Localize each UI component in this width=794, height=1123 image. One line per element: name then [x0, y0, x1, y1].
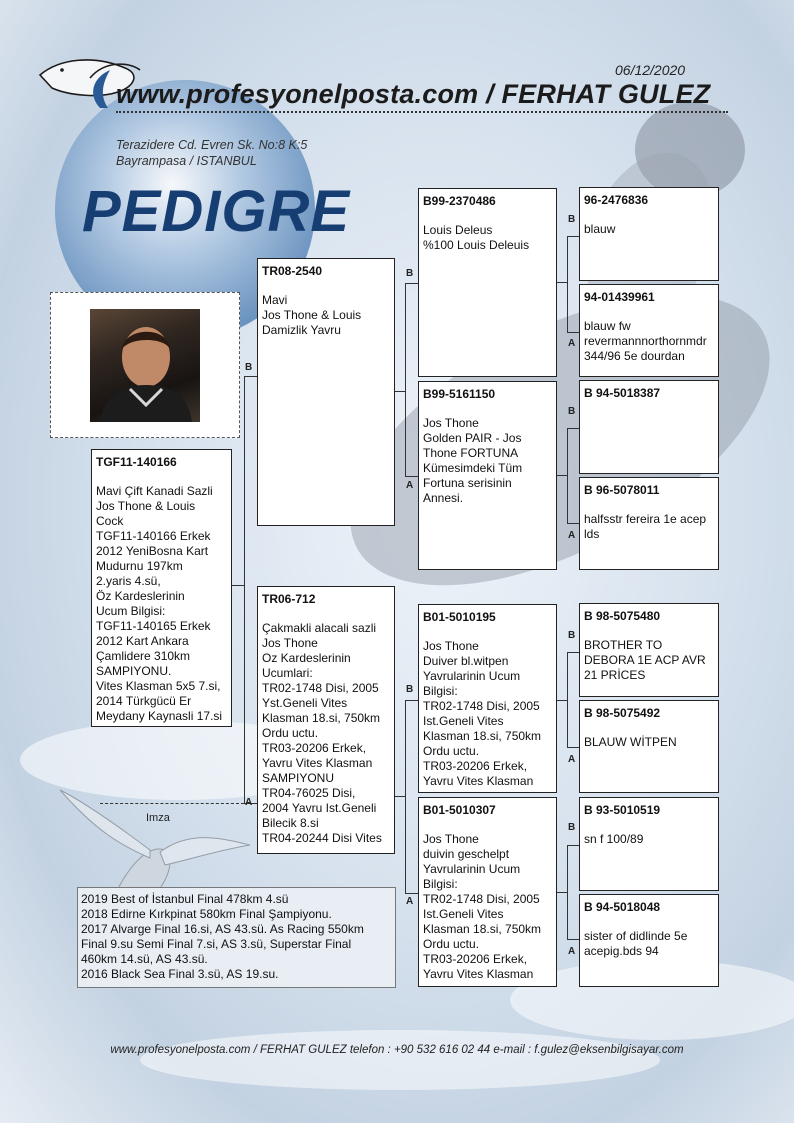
pigeon-description: Mavi Çift Kanadi Sazli Jos Thone & Louis Cock TGF11-140166 Erkek 2012 YeniBosna Kart Mudurnu 197km 2.yaris 4.sü, Öz Kardeslerinin Ucum Bilgisi: TGF11-140165 Erkek 2012 Kart Ankara Çamlidere 310km SAMPIYONU. Vites Klasman 5x5 7.si, 2014 Türkgücü Er Meydany Kaynasli 17.si	[96, 484, 223, 723]
dam-label: A	[568, 946, 576, 957]
connector-line	[405, 476, 418, 477]
ring-number: B 93-5010519	[584, 803, 661, 817]
dds-card	[579, 797, 719, 891]
sire-label: B	[406, 684, 414, 695]
ring-number: B 94-5018048	[584, 900, 661, 914]
signature-line	[100, 803, 244, 804]
dsd-card	[579, 700, 719, 793]
dam-dam-card	[418, 797, 557, 987]
ring-number: B 94-5018387	[584, 386, 661, 400]
sire-label: B	[568, 822, 576, 833]
pigeon-description: halfsstr fereira 1e acep lds	[584, 512, 707, 541]
ring-number: B01-5010307	[423, 803, 496, 817]
document-date: 06/12/2020	[615, 62, 686, 78]
dam-label: A	[406, 896, 414, 907]
connector-line	[567, 428, 579, 429]
sds-card	[579, 380, 719, 474]
dam-card	[257, 586, 395, 854]
connector-line	[567, 747, 579, 748]
sire-label: B	[568, 214, 576, 225]
sire-label: B	[568, 406, 576, 417]
footer-contact: www.profesyonelposta.com / FERHAT GULEZ telefon : +90 532 616 02 44 e-mail : f.gulez@eksenbilgisayar.com	[110, 1044, 684, 1056]
sire-label: B	[568, 630, 576, 641]
cloud-shape	[140, 1030, 660, 1090]
dam-label: A	[568, 754, 576, 765]
connector-line	[567, 652, 579, 653]
ring-number: 96-2476836	[584, 193, 649, 207]
pigeon-description: blauw fw revermannnorthornmdr 344/96 5e dourdan	[584, 319, 707, 363]
pigeon-description: Jos Thone Duiver bl.witpen Yavrularinin Ucum Bilgisi: TR02-1748 Disi, 2005 Ist.Geneli Vites Klasman 18.si, 750km Ordu uctu. TR03-20206 Erkek, Yavru Vites Klasman	[423, 639, 542, 788]
connector-line	[567, 332, 579, 333]
connector-line	[567, 845, 579, 846]
ring-number: B 96-5078011	[584, 483, 660, 497]
pigeon-description: Çakmakli alacali sazli Jos Thone Oz Kardeslerinin Ucumlari: TR02-1748 Disi, 2005 Yst.Geneli Vites Klasman 18.si, 750km Ordu uctu. TR03-20206 Erkek, Yavru Vites Klasman SAMPIYONU TR04-76025 Disi, 2004 Yavru Ist.Geneli Bilecik 8.si TR04-20244 Disi Vites	[262, 621, 382, 845]
connector-line	[567, 236, 579, 237]
ring-number: 94-01439961	[584, 290, 655, 304]
connector-line	[557, 475, 567, 476]
address	[116, 137, 307, 169]
dam-sire-card	[418, 604, 557, 793]
ring-number: B99-5161150	[423, 387, 496, 401]
connector-line	[567, 939, 579, 940]
owner-photo	[90, 309, 200, 422]
ring-number: B 98-5075492	[584, 706, 661, 720]
dam-label: A	[568, 530, 576, 541]
connector-line	[405, 700, 418, 701]
owner-photo-frame	[50, 292, 240, 438]
sire-label: B	[245, 362, 253, 373]
pigeon-description: Louis Deleus %100 Louis Deleuis	[423, 223, 530, 252]
dam-label: A	[245, 797, 253, 808]
connector-line	[405, 283, 406, 476]
race-results: 2019 Best of İstanbul Final 478km 4.sü 2018 Edirne Kırkpinat 580km Final Şampiyonu. 2017 Alvarge Final 16.si, AS 43.sü. As Racing 550km Final 9.su Semi Final 7.si, AS 3.sü, Superstar Final 460km 14.sü, AS 43.sü. 2016 Black Sea Final 3.sü, AS 19.su.	[77, 887, 396, 988]
connector-line	[557, 892, 567, 893]
pigeon-description: Jos Thone Golden PAIR - Jos Thone FORTUNA Kümesimdeki Tüm Fortuna serisinin Annesi.	[423, 416, 523, 505]
connector-line	[557, 700, 567, 701]
sire-sire-card	[418, 188, 557, 377]
sire-dam-card	[418, 381, 557, 570]
pigeon-description: Mavi Jos Thone & Louis Damizlik Yavru	[262, 293, 362, 337]
address-line-2: Bayrampasa / ISTANBUL	[116, 154, 257, 168]
pigeon-description: Jos Thone duivin geschelpt Yavrularinin Ucum Bilgisi: TR02-1748 Disi, 2005 Ist.Geneli Vites Klasman 18.si, 750km Ordu uctu. TR03-20206 Erkek, Yavru Vites Klasman	[423, 832, 542, 981]
pigeon-description: BLAUW WİTPEN	[584, 735, 677, 749]
site-title: www.profesyonelposta.com / FERHAT GULEZ	[116, 79, 711, 109]
connector-line	[567, 428, 568, 524]
pigeon-description: BROTHER TO DEBORA 1E ACP AVR 21 PRİCES	[584, 638, 706, 682]
connector-line	[405, 700, 406, 893]
connector-line	[567, 652, 568, 748]
dss-card	[579, 603, 719, 697]
ssd-card	[579, 284, 719, 377]
connector-line	[567, 236, 568, 333]
document-title: PEDIGRE	[82, 179, 351, 244]
sire-card	[257, 258, 395, 526]
connector-line	[557, 282, 567, 283]
subject-pigeon-card	[91, 449, 232, 727]
connector-line	[244, 376, 257, 377]
ring-number: TR06-712	[262, 592, 316, 606]
connector-line	[395, 796, 405, 797]
ddd-card	[579, 894, 719, 987]
ring-number: B 98-5075480	[584, 609, 661, 623]
connector-line	[567, 523, 579, 524]
signature-label: Imza	[146, 812, 170, 824]
connector-line	[405, 893, 418, 894]
sire-label: B	[406, 268, 414, 279]
address-line-1: Terazidere Cd. Evren Sk. No:8 K:5	[116, 138, 308, 152]
pigeon-description: sister of didlinde 5e acepig.bds 94	[584, 929, 688, 958]
dam-label: A	[568, 338, 576, 349]
pigeon-description: sn f 100/89	[584, 832, 644, 846]
sss-card	[579, 187, 719, 281]
title-divider	[116, 111, 728, 113]
connector-line	[244, 376, 245, 804]
connector-line	[567, 845, 568, 940]
connector-line	[405, 283, 418, 284]
ring-number: B01-5010195	[423, 610, 496, 624]
pigeon-description: blauw	[584, 222, 616, 236]
ring-number: TR08-2540	[262, 264, 323, 278]
ring-number: B99-2370486	[423, 194, 496, 208]
dam-label: A	[406, 480, 414, 491]
ring-number: TGF11-140166	[96, 455, 177, 469]
connector-line	[395, 391, 405, 392]
sdd-card	[579, 477, 719, 570]
